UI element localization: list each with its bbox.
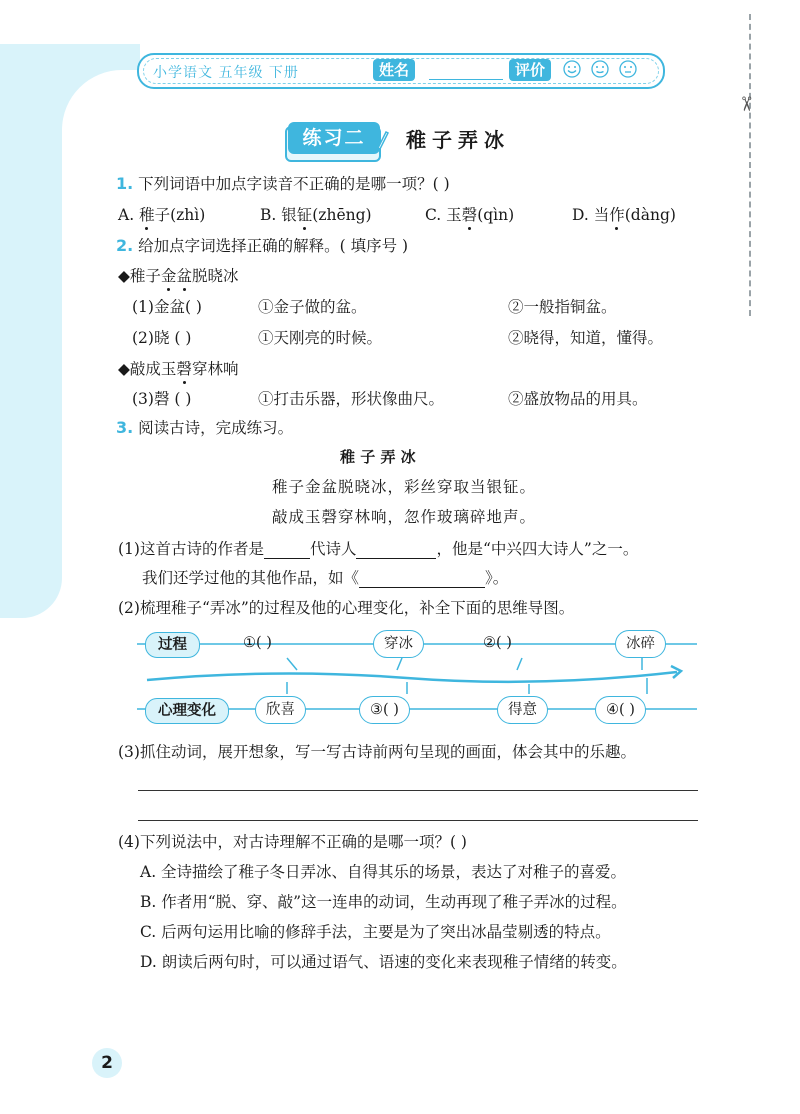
q2-item-2-choice-1: ①天刚亮的时候。 [258,329,383,347]
exercise-badge: 练习二 [288,122,380,154]
q1-option-d[interactable] [572,203,676,225]
background-panel [0,70,62,618]
mood-label: 心理变化 [145,698,229,724]
writing-line-1[interactable] [138,790,698,791]
text: 代诗人 [309,540,357,558]
q3-option-b[interactable]: B. 作者用“脱、穿、敲”这一连串的动词，生动再现了稚子弄冰的过程。 [140,893,627,911]
q1-option-c[interactable] [425,203,514,225]
evaluation-label: 评价 [509,59,551,81]
sad-face-icon[interactable] [619,60,637,78]
poet-blank[interactable] [356,540,436,559]
option-text: (qìn) [477,206,515,224]
header-subject: 小学语文 五年级 下册 [153,65,299,81]
cut-line [749,14,751,316]
question-1 [116,172,450,194]
writing-line-2[interactable] [138,820,698,821]
q2-item-3-choice-2: ②盛放物品的用具。 [508,390,648,408]
q3-option-c[interactable]: C. 后两句运用比喻的修辞手法，主要是为了突出冰晶莹剔透的特点。 [140,923,611,941]
text: ◆稚子 [118,267,161,285]
process-step-pierce: 穿冰 [373,630,424,658]
q2-item-1-choice-2: ②一般指铜盆。 [508,298,617,316]
poem-line-2: 敲成玉磬穿林响，忽作玻璃碎地声。 [272,508,537,526]
q3-option-a[interactable]: A. 全诗描绘了稚子冬日弄冰、自得其乐的场景，表达了对稚子的喜爱。 [140,863,627,881]
q2-item-2-blank[interactable]: (2)晓 ( ) [132,329,192,347]
works-blank[interactable] [359,569,485,588]
question-2 [116,234,408,256]
question-3 [116,416,293,438]
text: ，他是“中兴四大诗人”之一。 [436,540,639,558]
dotted-char: 金 [161,264,177,286]
text: 脱晓冰 [191,267,239,285]
text: (1)这首古诗的作者是 [118,540,264,558]
q1-option-b[interactable] [260,203,372,225]
page-number: 2 [92,1048,122,1078]
question-stem: 给加点字词选择正确的解释。( 填序号 ) [138,237,409,255]
option-label: B. 银 [260,206,297,224]
q3-sub-1 [118,537,638,559]
page-header [137,53,665,89]
q2-poem-line-1 [118,264,238,286]
q3-option-d[interactable]: D. 朗读后两句时，可以通过语气、语速的变化来表现稚子情绪的转变。 [140,953,627,971]
mind-map [137,622,697,722]
option-text: (zhēng) [312,206,372,224]
process-blank-2[interactable]: ②( ) [483,635,512,651]
dotted-char: 稚 [139,203,155,225]
q2-item-1-blank[interactable]: (1)金盆( ) [132,298,202,316]
question-stem: 下列词语中加点字读音不正确的是哪一项？( ) [138,175,450,193]
q2-item-1-choice-1: ①金子做的盆。 [258,298,367,316]
q2-item-2-choice-2: ②晓得，知道，懂得。 [508,329,664,347]
poem-title: 稚 子 弄 冰 [340,448,416,466]
poem-title-heading: 稚子弄冰 [406,128,510,152]
question-number: 3. [116,418,134,437]
dotted-char: 磬 [176,357,192,379]
text: 穿林响 [191,360,239,378]
pencil-icon [374,128,390,152]
mood-blank-3[interactable]: ③( ) [359,696,410,724]
q2-item-3-choice-1: ①打击乐器，形状像曲尺。 [258,390,445,408]
question-number: 1. [116,174,134,193]
option-text: (dàng) [624,206,676,224]
text: 》。 [485,569,509,587]
dotted-char: 磬 [462,203,478,225]
option-label: C. 玉 [425,206,462,224]
option-label: D. 当 [572,206,610,224]
option-text: 子(zhì) [154,206,206,224]
name-field[interactable] [429,79,503,80]
q3-sub-2: (2)梳理稚子“弄冰”的过程及他的心理变化，补全下面的思维导图。 [118,599,575,617]
process-blank-1[interactable]: ①( ) [243,635,272,651]
poem-line-1: 稚子金盆脱晓冰，彩丝穿取当银钲。 [272,478,537,496]
dynasty-blank[interactable] [264,540,310,559]
mood-proud: 得意 [497,696,548,724]
q3-sub-4: (4)下列说法中，对古诗理解不正确的是哪一项？( ) [118,833,467,851]
q3-sub-1-line-2 [142,566,508,588]
q2-item-3-blank[interactable]: (3)磬 ( ) [132,390,192,408]
q2-poem-line-2 [118,357,238,379]
q1-option-a[interactable] [118,203,205,225]
dotted-char: 作 [609,203,625,225]
process-label: 过程 [145,632,200,658]
mood-blank-4[interactable]: ④( ) [595,696,646,724]
dotted-char: 盆 [176,264,192,286]
neutral-face-icon[interactable] [591,60,609,78]
option-label: A. [118,206,140,224]
question-number: 2. [116,236,134,255]
smile-face-icon[interactable] [563,60,581,78]
process-step-break: 冰碎 [615,630,666,658]
dotted-char: 钲 [297,203,313,225]
question-stem: 阅读古诗，完成练习。 [138,419,294,437]
scissors-icon: ✂ [734,95,759,113]
name-label: 姓名 [373,59,415,81]
text: ◆敲成玉 [118,360,177,378]
q3-sub-3: (3)抓住动词，展开想象，写一写古诗前两句呈现的画面，体会其中的乐趣。 [118,743,636,761]
text: 我们还学过他的其他作品，如《 [142,569,360,587]
mood-joy: 欣喜 [255,696,306,724]
